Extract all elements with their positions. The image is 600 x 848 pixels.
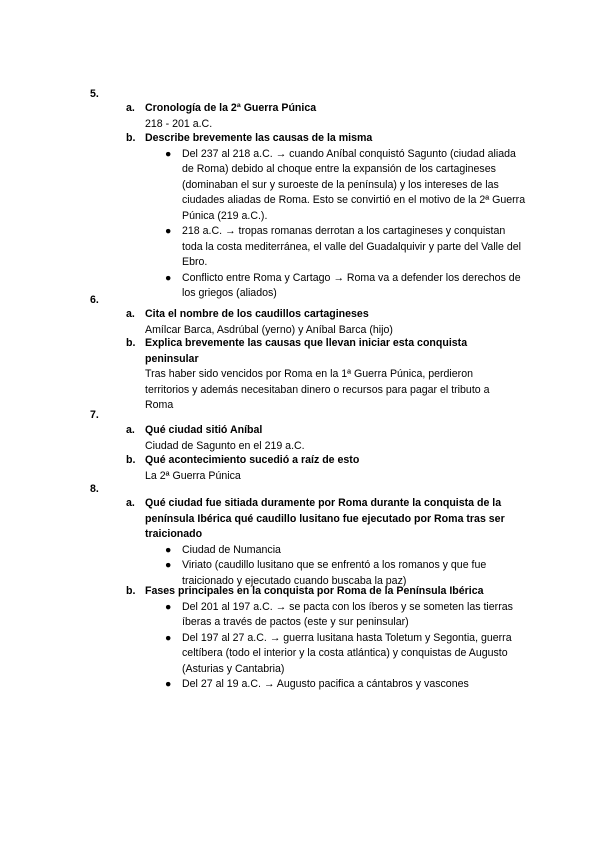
bullet-item (145, 271, 526, 302)
question-number: 5. (90, 88, 99, 100)
item-letter: b. (126, 585, 136, 597)
bullet-text: Conflicto entre Roma y Cartago → Roma va a defender los derechos de los griegos (aliados) (182, 271, 521, 299)
bullet-item (145, 600, 526, 631)
item-title: Describe brevemente las causas de la misma (145, 132, 373, 144)
item-answer: Ciudad de Sagunto en el 219 a.C. (145, 439, 305, 452)
question-item (126, 336, 526, 414)
item-title: Qué acontecimiento sucedió a raíz de esto (145, 454, 360, 466)
item-title: Qué ciudad fue sitiada duramente por Roma durante la conquista de la península Ibérica qué caudillo lusitano fue ejecutado por Roma tras ser traicionado (145, 497, 505, 540)
question-item (126, 453, 526, 484)
item-title: Cita el nombre de los caudillos cartagineses (145, 308, 369, 320)
bullet-text: 218 a.C. → tropas romanas derrotan a los cartagineses y conquistan toda la costa mediterránea, el valle del Guadalquivir y parte del Valle del Ebro. (182, 225, 521, 268)
bullet-icon: ● (165, 147, 172, 160)
question-item (126, 101, 526, 132)
item-title: Cronología de la 2ª Guerra Púnica (145, 102, 317, 114)
bullet-list (145, 600, 526, 693)
item-title: Qué ciudad sitió Aníbal (145, 424, 263, 436)
question-item (126, 307, 526, 338)
bullet-text: Del 237 al 218 a.C. → cuando Aníbal conquistó Sagunto (ciudad aliada de Roma) debido al choque entre la expansión de los cartagineses (dominaban el sur y suroeste de la península) y los intereses de las ciudades aliadas de Roma. Esto se convirtió en el motivo de la 2ª Guerra Púnica (219 a.C.). (182, 147, 526, 222)
bullet-icon: ● (165, 271, 172, 284)
bullet-text: Ciudad de Numancia (182, 543, 281, 556)
bullet-text: Viriato (caudillo lusitano que se enfrentó a los romanos y que fue traicionado y ejecutado cuando buscaba la paz) (182, 559, 487, 587)
item-answer: Tras haber sido vencidos por Roma en la 1ª Guerra Púnica, perdieron territorios y además necesitaban dinero o recursos para pagar el tributo a Roma (145, 368, 490, 411)
bullet-text: Del 197 al 27 a.C. → guerra lusitana hasta Toletum y Segontia, guerra celtíbera (todo el interior y la costa atlántica) y conquistas de Augusto (Asturias y Cantabria) (182, 631, 512, 675)
item-letter: a. (126, 102, 135, 114)
bullet-icon: ● (165, 600, 172, 613)
bullet-icon: ● (165, 631, 172, 644)
item-letter: a. (126, 424, 135, 436)
question-item (126, 584, 526, 693)
bullet-icon: ● (165, 225, 172, 237)
bullet-text: Del 27 al 19 a.C. → Augusto pacifica a cántabros y vascones (182, 678, 469, 690)
question-item (126, 496, 526, 589)
bullet-item (145, 631, 526, 678)
question-number: 6. (90, 294, 99, 306)
item-letter: b. (126, 454, 136, 466)
bullet-icon: ● (165, 559, 172, 571)
bullet-item (145, 543, 526, 559)
bullet-item (145, 677, 526, 693)
item-letter: b. (126, 337, 136, 349)
item-title: Explica brevemente las causas que llevan iniciar esta conquista peninsular (145, 337, 468, 365)
bullet-icon: ● (165, 678, 172, 690)
item-answer: Amílcar Barca, Asdrúbal (yerno) y Aníbal Barca (hijo) (145, 323, 393, 336)
question-number: 7. (90, 409, 99, 421)
item-letter: a. (126, 308, 135, 320)
item-letter: b. (126, 132, 136, 144)
bullet-text: Del 201 al 197 a.C. → se pacta con los íberos y se someten las tierras íberas a través de pactos (este y sur peninsular) (182, 600, 513, 628)
bullet-item (145, 224, 526, 271)
item-answer: La 2ª Guerra Púnica (145, 469, 241, 482)
question-item (126, 423, 526, 454)
question-item (126, 131, 526, 302)
bullet-list (145, 147, 526, 302)
question-number: 8. (90, 483, 99, 495)
item-title: Fases principales en la conquista por Roma de la Península Ibérica (145, 585, 484, 597)
bullet-item (145, 147, 526, 225)
bullet-icon: ● (165, 543, 172, 556)
item-letter: a. (126, 497, 135, 509)
bullet-list (145, 543, 526, 590)
item-answer: 218 - 201 a.C. (145, 117, 213, 130)
